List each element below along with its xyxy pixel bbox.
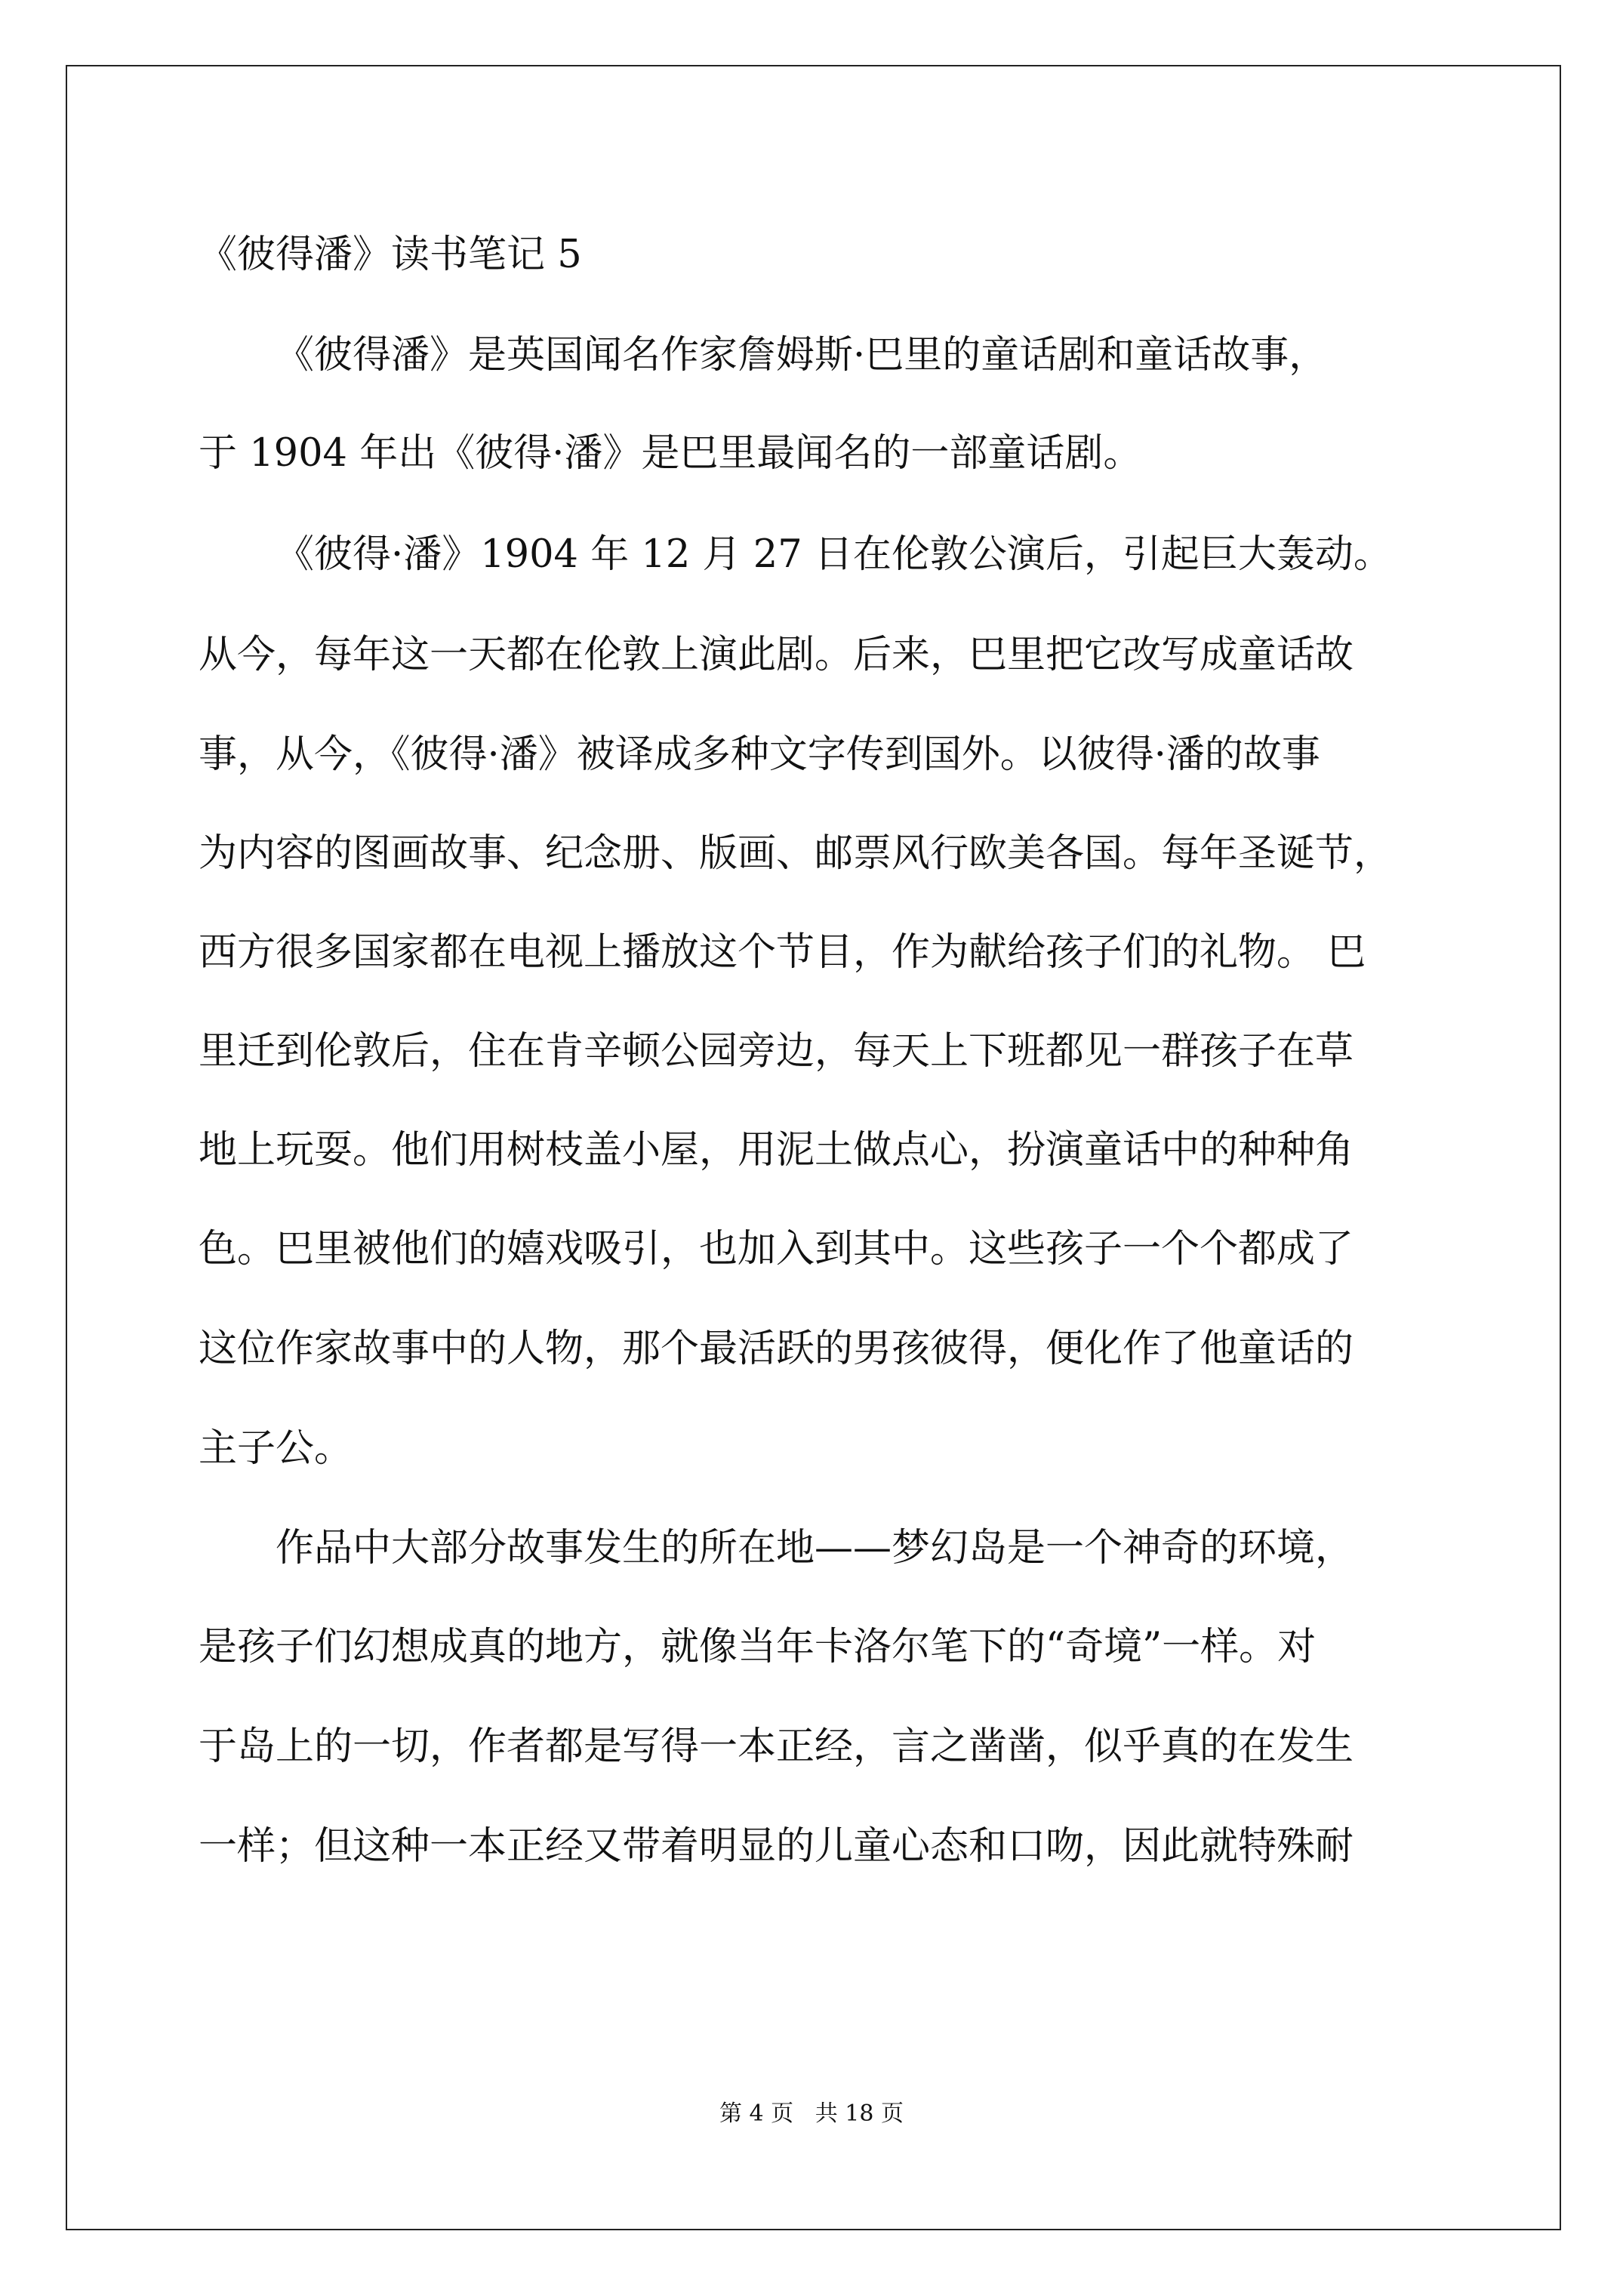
paragraph-2-line-4: 为内容的图画故事、纪念册、版画、邮票风行欧美各国。每年圣诞节， [199, 831, 1393, 876]
paragraph-2-line-3: 事，从今，《彼得·潘》被译成多种文字传到国外。以彼得·潘的故事 [199, 732, 1320, 777]
paragraph-2-line-2: 从今，每年这一天都在伦敦上演此剧。后来，巴里把它改写成童话故 [199, 633, 1354, 677]
paragraph-3-line-3: 于岛上的一切，作者都是写得一本正经，言之凿凿，似乎真的在发生 [199, 1724, 1354, 1769]
paragraph-3-line-4: 一样；但这种一本正经又带着明显的儿童心态和口吻，因此就特殊耐 [199, 1824, 1354, 1869]
page-number: 第 4 页 共 18 页 [719, 2100, 904, 2127]
paragraph-2-line-5: 西方很多国家都在电视上播放这个节目，作为献给孩子们的礼物。 巴 [199, 930, 1366, 975]
paragraph-2-line-9: 这位作家故事中的人物，那个最活跃的男孩彼得，便化作了他童话的 [199, 1327, 1354, 1371]
paragraph-1-line-1: 《彼得潘》是英国闻名作家詹姆斯·巴里的童话剧和童话故事， [276, 333, 1328, 378]
paragraph-3-line-1: 作品中大部分故事发生的所在地——梦幻岛是一个神奇的环境， [276, 1526, 1354, 1570]
paragraph-3-line-2: 是孩子们幻想成真的地方，就像当年卡洛尔笔下的“奇境”一样。对 [199, 1625, 1317, 1669]
document-title: 《彼得潘》读书笔记 5 [199, 233, 582, 277]
paragraph-1-line-2: 于 1904 年出《彼得·潘》是巴里最闻名的一部童话剧。 [199, 431, 1142, 476]
paragraph-2-line-7: 地上玩耍。他们用树枝盖小屋，用泥土做点心，扮演童话中的种种角 [199, 1128, 1354, 1173]
paragraph-2-line-6: 里迁到伦敦后，住在肯辛顿公园旁边，每天上下班都见一群孩子在草 [199, 1029, 1354, 1074]
paragraph-2-line-1: 《彼得·潘》1904 年 12 月 27 日在伦敦公演后，引起巨大轰动。 [276, 532, 1392, 577]
paragraph-2-line-8: 色。巴里被他们的嬉戏吸引，也加入到其中。这些孩子一个个都成了 [199, 1227, 1354, 1271]
paragraph-2-line-10: 主子公。 [199, 1426, 353, 1471]
